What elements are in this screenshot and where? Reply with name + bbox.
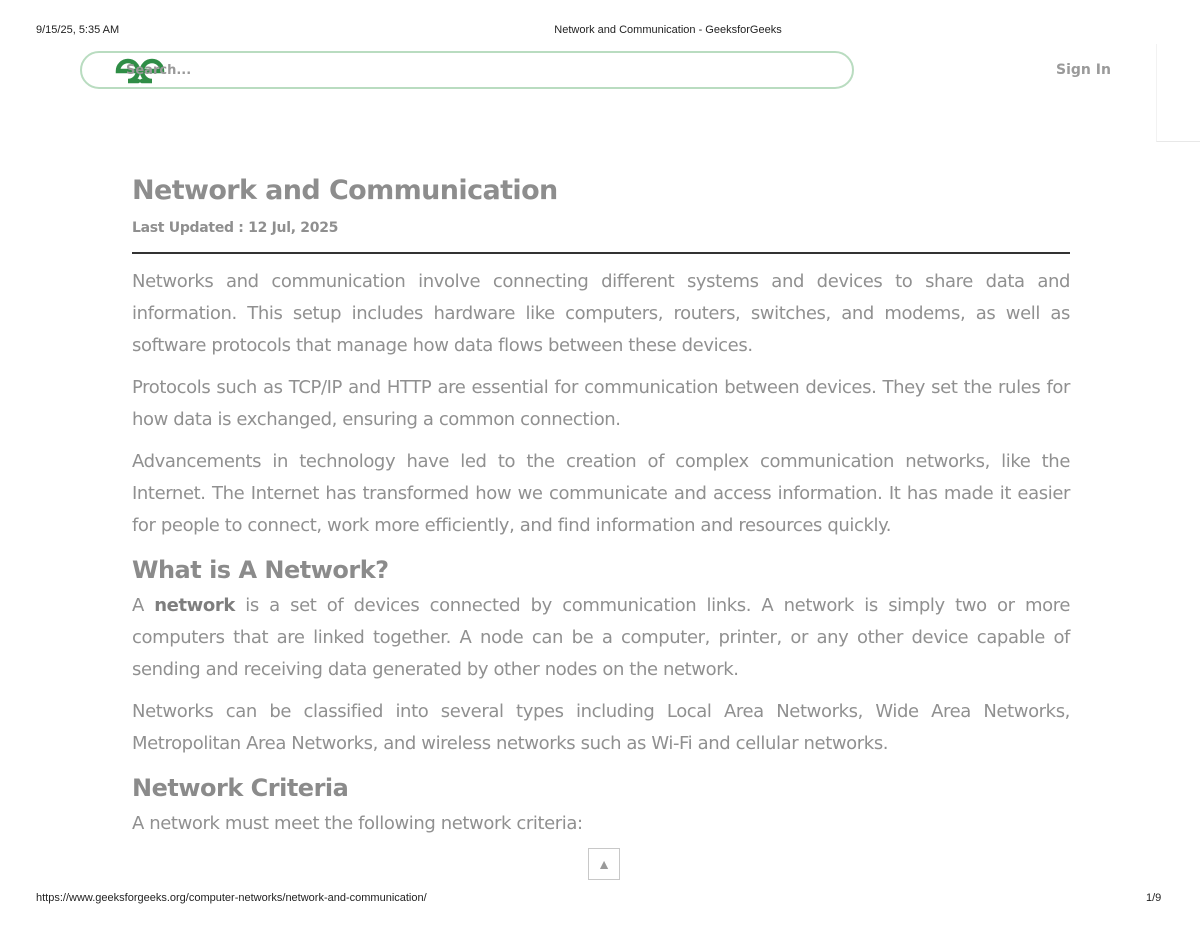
- section-heading-criteria: Network Criteria: [132, 774, 349, 802]
- network-paragraph-1: [132, 590, 1070, 686]
- intro-paragraph-2: Protocols such as TCP/IP and HTTP are essential for communication between devices. They set the rules for how data is exchanged, ensuring a common connection.: [132, 377, 1070, 430]
- article: [132, 172, 1070, 840]
- network-p1-rest: is a set of devices connected by communication links. A network is simply two or more computers that are linked together. A node can be a computer, printer, or any other device capable of sending and receiving data generated by other nodes on the network.: [132, 595, 1070, 680]
- sign-in-button[interactable]: Sign In: [1056, 62, 1111, 78]
- intro-paragraph-3: Advancements in technology have led to the creation of complex communication networks, like the Internet. The Internet has transformed how we communicate and access information. It has made it easier for people to connect, work more efficiently, and find information and resources quickly.: [132, 451, 1070, 536]
- intro-paragraph-1: Networks and communication involve connecting different systems and devices to share data and information. This setup includes hardware like computers, routers, switches, and modems, as well as software protocols that manage how data flows between these devices.: [132, 271, 1070, 356]
- page-title: Network and Communication: [132, 175, 558, 206]
- print-page-title-wrapper: [0, 24, 1200, 36]
- section-heading-network: What is A Network?: [132, 556, 389, 584]
- criteria-paragraph-1: A network must meet the following network criteria:: [132, 813, 583, 834]
- network-term: network: [154, 595, 235, 616]
- network-p1-prefix: A: [132, 595, 155, 616]
- network-paragraph-2: Networks can be classified into several types including Local Area Networks, Wide Area Networks, Metropolitan Area Networks, and wireless networks such as Wi-Fi and cellular networks.: [132, 701, 1070, 754]
- last-updated: Last Updated : 12 Jul, 2025: [132, 220, 339, 236]
- arrow-up-icon: ▲: [597, 856, 611, 872]
- search-input[interactable]: [80, 51, 854, 89]
- search-placeholder: Search...: [126, 63, 192, 78]
- print-datetime: 9/15/25, 5:35 AM: [36, 24, 120, 36]
- print-page-number: 1/9: [1146, 892, 1162, 904]
- print-url: https://www.geeksforgeeks.org/computer-networks/network-and-communication/: [36, 892, 427, 904]
- print-page-title: Network and Communication - GeeksforGeeks: [554, 24, 782, 36]
- scroll-to-top-button[interactable]: [588, 848, 620, 880]
- side-panel: [1156, 44, 1200, 142]
- divider: [132, 252, 1070, 254]
